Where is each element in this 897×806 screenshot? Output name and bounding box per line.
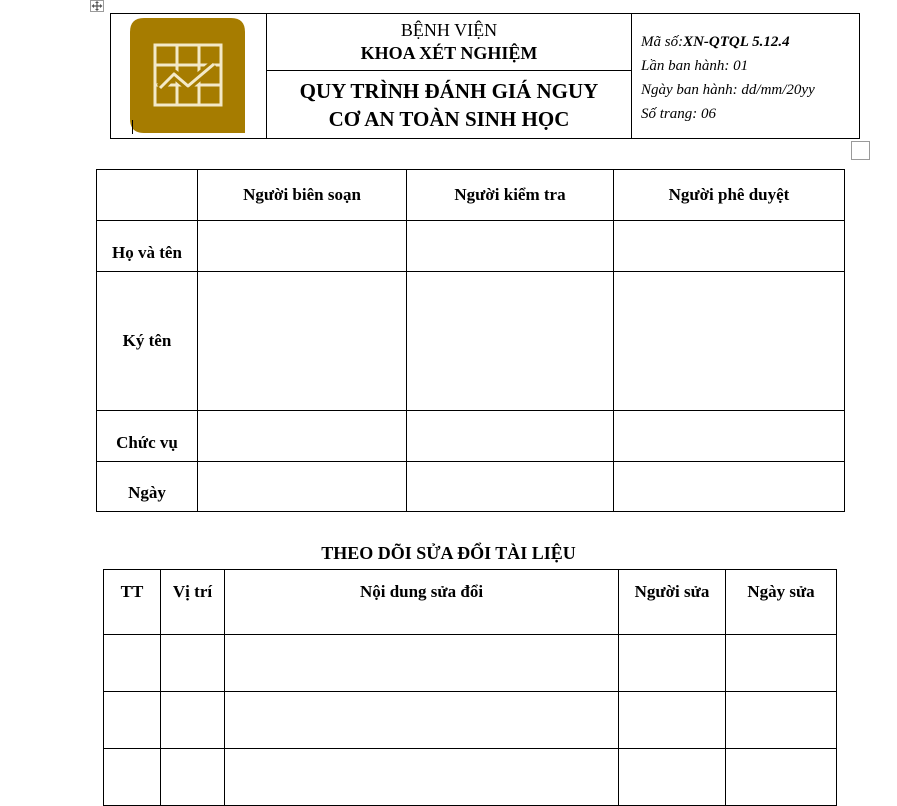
approval-cell[interactable]: [407, 221, 614, 272]
document-code: [641, 30, 859, 54]
revision-cell[interactable]: [726, 635, 837, 692]
revision-cell[interactable]: [104, 749, 161, 806]
revision-cell[interactable]: [619, 635, 726, 692]
revision-cell[interactable]: [726, 692, 837, 749]
revision-cell[interactable]: [161, 635, 225, 692]
approval-table: [96, 169, 845, 512]
approval-header-reviewer: Người kiểm tra: [407, 170, 614, 221]
approval-cell[interactable]: [198, 221, 407, 272]
approval-row-label-signature: Ký tên: [97, 272, 198, 411]
table-resize-handle[interactable]: [851, 141, 870, 160]
text-cursor: [132, 120, 133, 134]
revision-header-date: Ngày sửa: [726, 570, 837, 635]
approval-row-label-position: Chức vụ: [97, 411, 198, 462]
hospital-name: BỆNH VIỆN: [400, 20, 498, 41]
document-code-value: XN-QTQL 5.12.4: [683, 34, 790, 50]
issue-number: Lần ban hành: 01: [641, 58, 749, 74]
table-row: [104, 692, 837, 749]
approval-cell[interactable]: [198, 411, 407, 462]
table-row: [104, 635, 837, 692]
approval-cell[interactable]: [614, 411, 845, 462]
procedure-title-line2: CƠ AN TOÀN SINH HỌC: [328, 106, 570, 131]
document-info-cell: [632, 14, 860, 139]
approval-cell[interactable]: [407, 272, 614, 411]
approval-cell[interactable]: [198, 272, 407, 411]
approval-cell[interactable]: [407, 411, 614, 462]
department-cell: [267, 14, 632, 71]
revision-cell[interactable]: [619, 749, 726, 806]
hospital-logo: [130, 18, 245, 133]
approval-row-label-date: Ngày: [97, 462, 198, 512]
approval-row-label-name: Họ và tên: [97, 221, 198, 272]
approval-header-approver: Người phê duyệt: [614, 170, 845, 221]
revision-cell[interactable]: [225, 692, 619, 749]
procedure-title-cell: [267, 71, 632, 139]
document-header-table: [110, 13, 860, 139]
department-name: KHOA XÉT NGHIỆM: [360, 43, 538, 64]
document-code-label: Mã số:: [641, 34, 684, 50]
approval-cell[interactable]: [198, 462, 407, 512]
revision-cell[interactable]: [104, 692, 161, 749]
issue-date: Ngày ban hành: dd/mm/20yy: [641, 82, 815, 98]
logo-background: [130, 18, 245, 133]
approval-cell[interactable]: [614, 221, 845, 272]
revision-cell[interactable]: [104, 635, 161, 692]
revision-cell[interactable]: [726, 749, 837, 806]
logo-cell: [111, 14, 267, 139]
revision-table: [103, 569, 837, 806]
table-move-handle[interactable]: [90, 0, 104, 12]
revision-cell[interactable]: [225, 635, 619, 692]
revision-header-content: Nội dung sửa đổi: [225, 570, 619, 635]
procedure-title-line1: QUY TRÌNH ĐÁNH GIÁ NGUY: [299, 78, 599, 103]
move-arrows-icon: [91, 1, 103, 11]
page-count: Số trang: 06: [641, 106, 716, 122]
revision-cell[interactable]: [161, 749, 225, 806]
revision-cell[interactable]: [225, 749, 619, 806]
revision-section-title: THEO DÕI SỬA ĐỔI TÀI LIỆU: [321, 543, 576, 563]
revision-header-no: TT: [104, 570, 161, 635]
revision-header-location: Vị trí: [161, 570, 225, 635]
revision-cell[interactable]: [161, 692, 225, 749]
approval-cell[interactable]: [614, 462, 845, 512]
revision-header-editor: Người sửa: [619, 570, 726, 635]
revision-cell[interactable]: [619, 692, 726, 749]
approval-header-author: Người biên soạn: [198, 170, 407, 221]
approval-corner-cell: [97, 170, 198, 221]
approval-cell[interactable]: [614, 272, 845, 411]
approval-cell[interactable]: [407, 462, 614, 512]
table-row: [104, 749, 837, 806]
